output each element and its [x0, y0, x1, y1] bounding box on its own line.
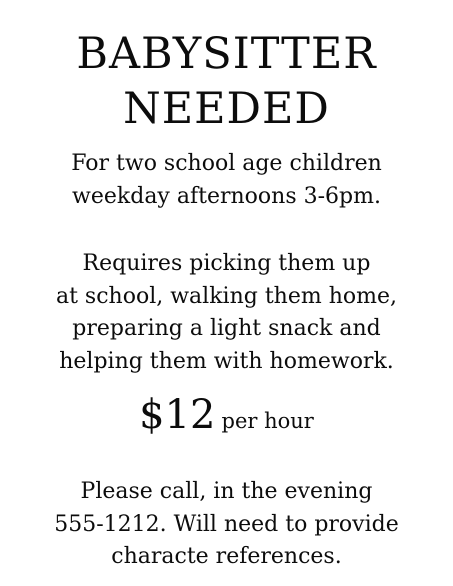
pay-rate: [0, 390, 453, 440]
contact-line-2: 555-1212. Will need to provide: [54, 512, 399, 537]
contact-line-3: characte references.: [111, 544, 342, 569]
duties-line-1: Requires picking them up: [82, 251, 371, 276]
duties-line-2: at school, walking them home,: [55, 284, 397, 309]
pay-amount: $12: [139, 392, 216, 438]
intro-line-1: For two school age children: [71, 151, 382, 176]
duties-line-3: preparing a light snack and: [72, 316, 381, 341]
pay-unit: per hour: [221, 409, 314, 433]
intro-line-2: weekday afternoons 3-6pm.: [72, 184, 381, 209]
flyer-title-line-2: NEEDED: [123, 84, 330, 134]
duties-line-4: helping them with homework.: [59, 349, 394, 374]
flyer-title-line-1: BABYSITTER: [76, 29, 377, 79]
contact-line-1: Please call, in the evening: [80, 479, 373, 504]
